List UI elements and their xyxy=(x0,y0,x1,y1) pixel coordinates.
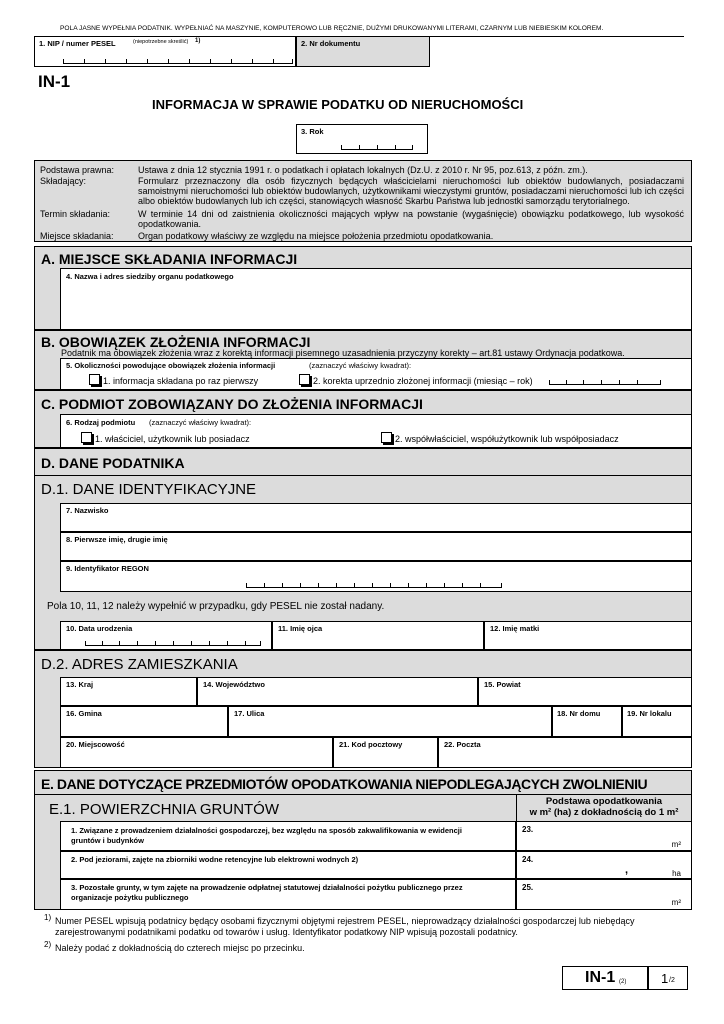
field-21-label: 21. Kod pocztowy xyxy=(339,740,403,749)
option-co-owner[interactable]: 2. współwłaściciel, współużytkownik lub współposiadacz xyxy=(381,432,619,444)
nip-field[interactable] xyxy=(34,36,296,67)
birth-date-cells xyxy=(85,641,261,646)
land-area-24[interactable] xyxy=(516,851,692,879)
section-d-title: D. DANE PODATNIKA xyxy=(41,455,185,471)
form-code: IN-1 xyxy=(38,72,71,91)
legal-info-block xyxy=(34,160,692,242)
section-e-title: E. DANE DOTYCZĄCE PRZEDMIOTÓW OPODATKOWANIA NIEPODLEGAJĄCYCH ZWOLNIENIU xyxy=(41,776,648,792)
deadline-text: W terminie 14 dni od zaistnienia okoliczności mających wpływ na powstanie (wygaśnięcie) obowiązku podatkowego, lub wysokość opodatkowania. xyxy=(138,209,684,229)
land-row-water xyxy=(60,851,516,879)
place-text: Organ podatkowy właściwy ze względu na miejsce położenia przedmiotu opodatkowania. xyxy=(138,231,494,241)
section-a-title: A. MIEJSCE SKŁADANIA INFORMACJI xyxy=(41,251,298,267)
deadline-label: Termin składania: xyxy=(40,209,111,219)
year-label: 3. Rok xyxy=(301,127,324,136)
field-9-label: 9. Identyfikator REGON xyxy=(66,564,149,573)
section-b-note: Podatnik ma obowiązek złożenia wraz z korektą informacji pisemnego uzasadnienia przyczyny korekty – art.81 ustawy Ordynacja podatkowa. xyxy=(61,348,625,358)
unit-m2: m² xyxy=(671,840,681,849)
doc-no-label: 2. Nr dokumentu xyxy=(301,39,361,48)
footer-form-code: IN-1 xyxy=(585,969,616,986)
field-10-label: 10. Data urodzenia xyxy=(66,624,133,633)
apartment-number-field[interactable] xyxy=(622,706,692,737)
post-office-field[interactable] xyxy=(438,737,692,768)
field-13-label: 13. Kraj xyxy=(66,680,94,689)
county-field[interactable] xyxy=(478,677,692,706)
field-11-label: 11. Imię ojca xyxy=(278,624,323,633)
d1-title: D.1. DANE IDENTYFIKACYJNE xyxy=(41,481,257,498)
field-19-label: 19. Nr lokalu xyxy=(627,709,672,718)
footer-version: (2) xyxy=(619,979,627,985)
nip-note: (niepotrzebne skreślić) xyxy=(133,39,189,45)
place-label: Miejsce składania: xyxy=(40,231,114,241)
basis-header: Podstawa opodatkowania w m² (ha) z dokładnością do 1 m² xyxy=(529,796,679,818)
father-name-field[interactable] xyxy=(272,621,484,650)
mother-name-field[interactable] xyxy=(484,621,692,650)
legal-label: Podstawa prawna: xyxy=(40,165,115,175)
field-25-label: 25. xyxy=(522,883,534,892)
field-6-label: 6. Rodzaj podmiotu xyxy=(66,418,136,427)
house-number-field[interactable] xyxy=(552,706,622,737)
year-cells xyxy=(341,145,413,150)
checkbox-icon[interactable] xyxy=(299,374,310,385)
page-number: 1 xyxy=(661,971,669,986)
land-row-2-text: 2. Pod jeziorami, zajęte na zbiorniki wodne retencyjne lub elektrowni wodnych 2) xyxy=(71,855,359,864)
section-b-title: B. OBOWIĄZEK ZŁOŻENIA INFORMACJI xyxy=(41,334,311,350)
option-correction[interactable]: 2. korekta uprzednio złożonej informacji (miesiąc – rok) xyxy=(299,374,533,386)
submitter-text: Formularz przeznaczony dla osób fizycznych będących właścicielami nieruchomości lub obiektów budowlanych, posiadaczami samoistnymi nieruchomości lub obiektów budowlanych, użytkownikami wieczystymi gruntów, posiadaczami nieruchomości lub ich części albo obiektów budowlanych lub ich części, stanowiących własność Skarbu Państwa lub jednostki samorządu terytorialnego. xyxy=(138,176,684,206)
field-5-label: 5. Okoliczności powodujące obowiązek złożenia informacji xyxy=(66,361,276,370)
postal-code-field[interactable] xyxy=(333,737,438,768)
land-row-other xyxy=(60,879,516,910)
field-14-label: 14. Województwo xyxy=(203,680,265,689)
footnote-1-text: Numer PESEL wpisują podatnicy będący osobami fizycznymi objętymi rejestrem PESEL, nieprowadzący działalności gospodarczej lub niebędący zarejestrowanymi podatnikami podatku od towarów i usług. Identyfikator podatkowy NIP wpisują pozostali podatnicy. xyxy=(55,916,635,937)
country-field[interactable] xyxy=(60,677,197,706)
field-6 xyxy=(60,414,692,448)
legal-text: Ustawa z dnia 12 stycznia 1991 r. o podatkach i opłatach lokalnych (Dz.U. z 2010 r. Nr 95, poz.613, z późn. zm.). xyxy=(138,165,588,175)
commune-field[interactable] xyxy=(60,706,228,737)
field-5 xyxy=(60,358,692,390)
option-first-time[interactable]: 1. informacja składana po raz pierwszy xyxy=(89,374,258,386)
birth-date-field[interactable] xyxy=(60,621,272,650)
footnote-1-mark: 1) xyxy=(44,913,52,922)
surname-field[interactable] xyxy=(60,503,692,532)
field-4-label: 4. Nazwa i adres siedziby organu podatkowego xyxy=(66,272,234,281)
option-owner[interactable]: 1. właściciel, użytkownik lub posiadacz xyxy=(81,432,250,444)
regon-field[interactable] xyxy=(60,561,692,592)
correction-date-cells xyxy=(549,380,661,385)
pesel-note: Pola 10, 11, 12 należy wypełnić w przypadku, gdy PESEL nie został nadany. xyxy=(47,601,385,612)
field-16-label: 16. Gmina xyxy=(66,709,102,718)
street-field[interactable] xyxy=(228,706,552,737)
field-6-hint: (zaznaczyć właściwy kwadrat): xyxy=(149,418,252,427)
field-23-label: 23. xyxy=(522,825,534,834)
footer-form-code-box xyxy=(562,966,648,990)
field-12-label: 12. Imię matki xyxy=(490,624,540,633)
e1-title: E.1. POWIERZCHNIA GRUNTÓW xyxy=(49,801,280,818)
land-row-business xyxy=(60,821,516,851)
field-8-label: 8. Pierwsze imię, drugie imię xyxy=(66,535,168,544)
field-18-label: 18. Nr domu xyxy=(557,709,601,718)
nip-label: 1. NIP / numer PESEL xyxy=(39,39,116,48)
form-title: INFORMACJA W SPRAWIE PODATKU OD NIERUCHOMOŚCI xyxy=(152,97,524,112)
land-area-25[interactable] xyxy=(516,879,692,910)
page-number-box xyxy=(648,966,688,990)
decimal-comma: , xyxy=(625,864,629,876)
d2-title: D.2. ADRES ZAMIESZKANIA xyxy=(41,656,238,673)
regon-cells xyxy=(246,583,502,588)
checkbox-icon[interactable] xyxy=(89,374,100,385)
footnote-2-mark: 2) xyxy=(44,940,52,949)
city-field[interactable] xyxy=(60,737,333,768)
checkbox-icon[interactable] xyxy=(381,432,392,443)
land-area-23[interactable] xyxy=(516,821,692,851)
field-7-label: 7. Nazwisko xyxy=(66,506,109,515)
nip-cells xyxy=(63,59,293,64)
submitter-label: Składający: xyxy=(40,176,87,186)
top-note: POLA JASNE WYPEŁNIA PODATNIK. WYPEŁNIAĆ NA MASZYNIE, KOMPUTEROWO LUB RĘCZNIE, DUŻYMI DRUKOWANYMI LITERAMI, CZARNYM LUB NIEBIESKIM KOLOREM. xyxy=(60,25,604,32)
field-22-label: 22. Poczta xyxy=(444,740,481,749)
field-5-hint: (zaznaczyć właściwy kwadrat): xyxy=(309,361,412,370)
page-total: /2 xyxy=(669,977,675,984)
document-number-field xyxy=(296,36,430,67)
field-17-label: 17. Ulica xyxy=(234,709,265,718)
nip-sup: 1) xyxy=(195,38,201,44)
footnote-2-text: Należy podać z dokładnością do czterech miejsc po przecinku. xyxy=(55,943,305,953)
tax-office-field[interactable] xyxy=(60,268,692,330)
field-15-label: 15. Powiat xyxy=(484,680,521,689)
voivodeship-field[interactable] xyxy=(197,677,478,706)
first-names-field[interactable] xyxy=(60,532,692,561)
checkbox-icon[interactable] xyxy=(81,432,92,443)
land-row-1-text: 1. Związane z prowadzeniem działalności gospodarczej, bez względu na sposób zakwalifikowania w ewidencji gruntów i budynków xyxy=(71,826,462,845)
land-row-3-text: 3. Pozostałe grunty, w tym zajęte na prowadzenie odpłatnej statutowej działalności pożytku publicznego przez organizacje pożytku publicznego xyxy=(71,883,463,902)
unit-m2: m² xyxy=(671,898,681,907)
section-c-title: C. PODMIOT ZOBOWIĄZANY DO ZŁOŻENIA INFORMACJI xyxy=(41,396,423,412)
field-20-label: 20. Miejscowość xyxy=(66,740,125,749)
year-field[interactable] xyxy=(296,124,428,154)
unit-ha: ha xyxy=(672,869,681,878)
field-24-label: 24. xyxy=(522,855,534,864)
